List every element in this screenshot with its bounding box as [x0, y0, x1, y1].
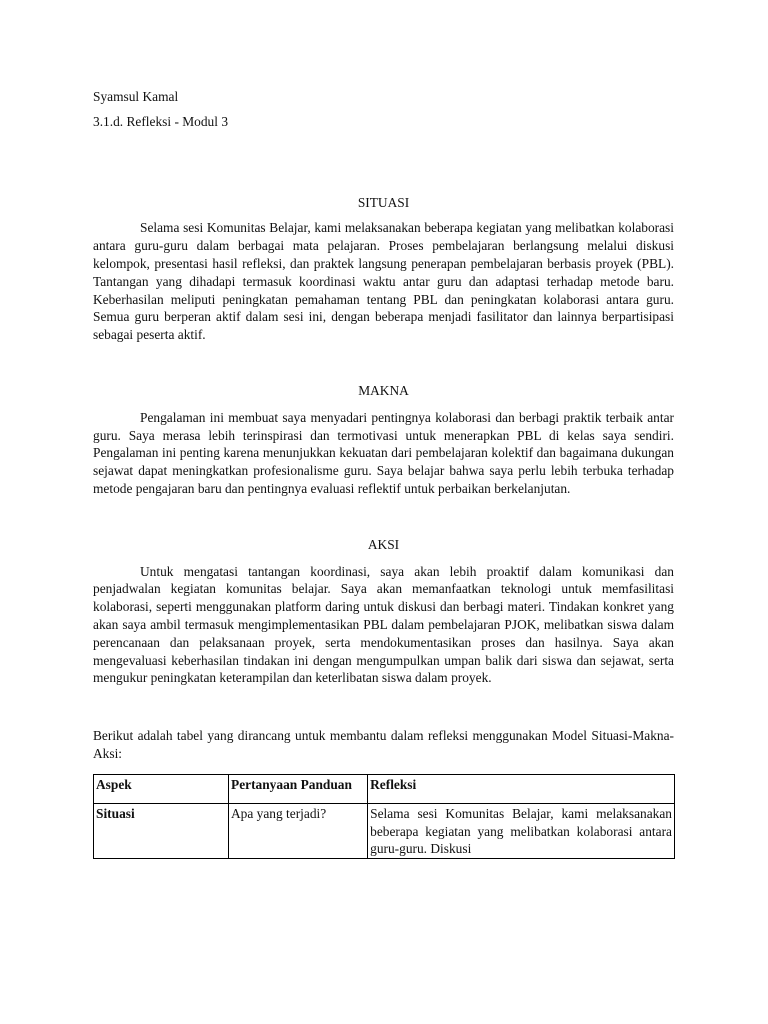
table-header-pertanyaan: Pertanyaan Panduan: [229, 774, 368, 803]
document-content: [93, 88, 674, 859]
cell-text: Apa yang terjadi?: [231, 805, 327, 821]
table-intro: Berikut adalah tabel yang dirancang untuk membantu dalam refleksi menggunakan Model Situasi-Makna-Aksi:: [93, 728, 674, 761]
module-title: 3.1.d. Refleksi - Modul 3: [93, 113, 229, 129]
table-row: [94, 803, 675, 858]
section-body-makna: Pengalaman ini membuat saya menyadari pentingnya kolaborasi dan berbagi praktik terbaik antar guru. Saya merasa lebih terinspirasi dan termotivasi untuk menerapkan PBL di kelas saya sendiri. Pengalaman ini penting karena menunjukkan kekuatan dari pembelajaran kolektif dan bagaimana dukungan sejawat dapat meningkatkan profesionalisme guru. Saya belajar bahwa saya perlu lebih terbuka terhadap metode pengajaran baru dan pentingnya evaluasi reflektif untuk perbaikan berkelanjutan.: [93, 409, 674, 496]
table-header-aspek: Aspek: [94, 774, 229, 803]
table-cell-pertanyaan: [229, 803, 368, 858]
cell-text: Selama sesi Komunitas Belajar, kami melaksanakan beberapa kegiatan yang melibatkan kolaborasi antara guru-guru. Diskusi: [370, 805, 672, 857]
cell-text: Situasi: [96, 805, 135, 821]
section-heading-situasi: SITUASI: [357, 194, 410, 210]
author-name: Syamsul Kamal: [93, 89, 179, 104]
section-body-situasi: Selama sesi Komunitas Belajar, kami melaksanakan beberapa kegiatan yang melibatkan kolaborasi antara guru-guru dalam berbagai mata pelajaran. Proses pembelajaran berlangsung melalui diskusi kelompok, presentasi hasil refleksi, dan praktek langsung penerapan pembelajaran berbasis proyek (PBL). Tantangan yang dihadapi termasuk koordinasi waktu antar guru dan adaptasi terhadap metode baru. Keberhasilan meliputi peningkatan pemahaman tentang PBL dan peningkatan kolaborasi antara guru. Semua guru berperan aktif dalam sesi ini, dengan beberapa menjadi fasilitator dan lainnya berpartisipasi sebagai peserta aktif.: [93, 220, 674, 343]
reflection-table: [93, 774, 675, 859]
section-body-aksi: Untuk mengatasi tantangan koordinasi, saya akan lebih proaktif dalam komunikasi dan penjadwalan kegiatan komunitas belajar. Saya akan memanfaatkan teknologi untuk memfasilitasi kolaborasi, seperti menggunakan platform daring untuk diskusi dan berbagi materi. Tindakan konkret yang akan saya ambil termasuk mengimplementasikan PBL dalam pembelajaran PJOK, melibatkan siswa dalam perencanaan dan pelaksanaan proyek, serta mendokumentasikan proses dan hasilnya. Saya akan mengevaluasi keberhasilan tindakan ini dengan mengumpulkan umpan balik dari siswa dan sejawat, serta mengukur peningkatan keterampilan dan keterlibatan siswa dalam proyek.: [93, 563, 674, 686]
table-header-refleksi: Refleksi: [368, 774, 675, 803]
table-cell-refleksi: [368, 803, 675, 858]
table-cell-aspek: [94, 803, 229, 858]
section-heading-makna: MAKNA: [358, 382, 409, 398]
table-header-row: [94, 774, 675, 803]
section-heading-aksi: AKSI: [367, 536, 400, 552]
